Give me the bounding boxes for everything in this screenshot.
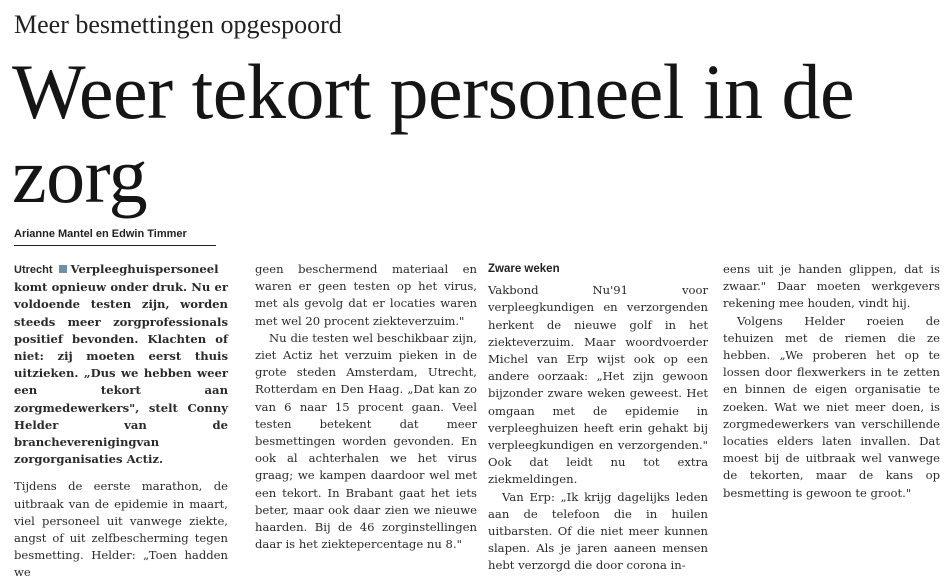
article-byline: Arianne Mantel en Edwin Timmer: [14, 228, 216, 246]
column-1: [14, 261, 228, 582]
column-3: [488, 261, 708, 575]
body-paragraph: Volgens Helder roeien de tehuizen met de riemen die ze hebben. „We proberen het op te lossen door flexwerkers in te zetten en binnen de eigen organisatie te zoeken. Wat we niet meer doen, is zorgmedewerkers van verschillende locaties elders laten invallen. Dat moest bij de uitbraak wel vanwege de tekorten, maar de kans op besmetting is gewoon te groot.": [723, 313, 940, 500]
intro-text: Verpleeghuispersoneel komt opnieuw onder druk. Nu er voldoende testen zijn, worden steeds meer zorgprofessionals positief bevonden. Klachten of niet: zij moeten eerst thuis uitzieken. „Dus we hebben weer een tekort aan zorgmedewerkers", stelt Conny Helder van de brancheverenigingvan zorgorganisaties Actiz.: [14, 262, 228, 467]
column-2: [255, 261, 477, 553]
dateline-square-icon: [59, 265, 67, 273]
column-4: [723, 261, 940, 502]
subheading-zware-weken: Zware weken: [488, 263, 560, 275]
intro-paragraph: [14, 261, 228, 468]
body-paragraph: Nu die testen wel beschikbaar zijn, ziet Actiz het verzuim pieken in de grote steden Amsterdam, Utrecht, Rotterdam en Den Haag. „Dat kan zo van 6 naar 15 procent gaan. Veel testen betekent dat meer besmettingen worden gevonden. En ook al achterhalen we het virus graag; we kampen daardoor wel met een tekort. In Brabant gaat het iets beter, maar ook daar zien we nieuwe haarden. Bij de 46 zorginstellingen daar is het ziektepercentage nu 8.": [255, 330, 477, 552]
body-paragraph: Van Erp: „Ik krijg dagelijks leden aan de telefoon die in huilen uitbarsten. Of die niet meer kunnen slapen. Als je jaren aaneen mensen hebt verzorgd die door corona in-: [488, 489, 708, 573]
dateline: Utrecht: [14, 264, 53, 276]
article-headline: Weer tekort personeel in de zorg: [12, 48, 855, 219]
body-paragraph: Tijdens de eerste marathon, de uitbraak van de epidemie in maart, viel personeel uit vanwege ziekte, angst of uit zelfbescherming tegen besmetting. Helder: „Toen hadden we: [14, 479, 228, 580]
body-paragraph: geen beschermend materiaal en waren er geen testen op het virus, met als gevolg dat er locaties waren met wel 20 procent ziekteverzuim.": [255, 262, 477, 328]
article-kicker: Meer besmettingen opgespoord: [14, 10, 342, 39]
body-paragraph: Vakbond Nu'91 voor verpleegkundigen en verzorgenden herkent de nieuwe golf in het ziekteverzuim. Maar woordvoerder Michel van Erp wijst ook op een andere oorzaak: „Het zijn gewoon bijzonder zware weken geweest. Het omgaan met de epidemie in verpleeghuizen heeft erin gehakt bij verpleegkundigen en verzorgenden." Ook dat leidt nu tot extra ziekmeldingen.: [488, 283, 708, 487]
body-paragraph: eens uit je handen glippen, dat is zwaar." Daar moeten werkgevers rekening mee houden, vindt hij.: [723, 262, 940, 311]
